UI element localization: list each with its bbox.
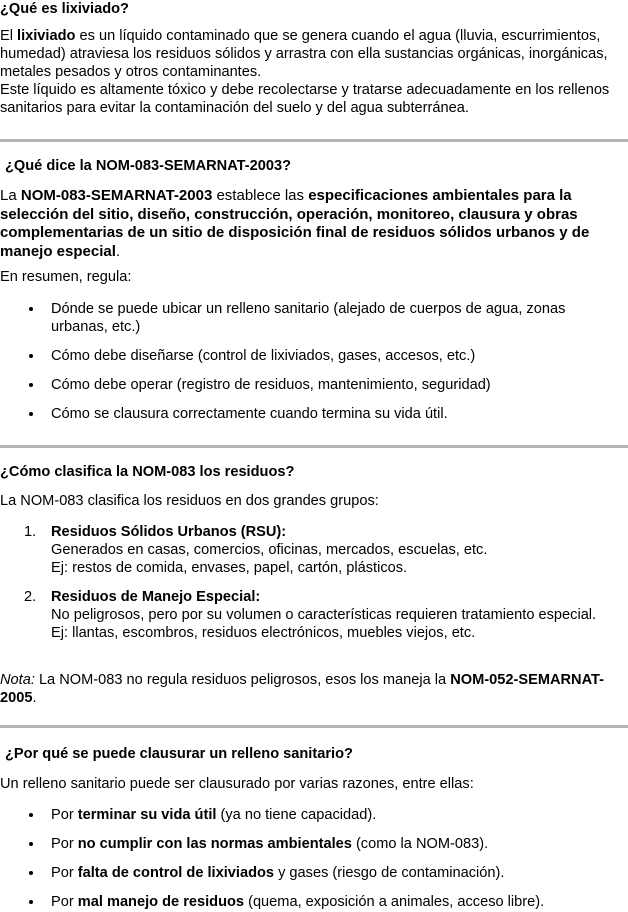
list-item: Dónde se puede ubicar un relleno sanitario (alejado de cuerpos de agua, zonas urbanas, etc.) [0, 300, 622, 336]
term-lixiviado: lixiviado [17, 28, 76, 44]
paragraph-lixiviado-definition [0, 27, 622, 81]
item-title: Residuos Sólidos Urbanos (RSU): [51, 524, 287, 540]
list-item: Cómo debe diseñarse (control de lixiviados, gases, accesos, etc.) [0, 347, 475, 365]
heading-closure: ¿Por qué se puede clausurar un relleno sanitario? [5, 746, 353, 762]
text: y gases (riesgo de contaminación). [274, 865, 505, 881]
item-title: Residuos de Manejo Especial: [51, 589, 261, 605]
item-line: Generados en casas, comercios, oficinas, mercados, escuelas, etc. [51, 542, 488, 558]
bold-specifications: especificaciones ambientales para la selección del sitio, diseño, construcción, operación, monitoreo, clausura y obras complementarias de un sitio de disposición final de residuos sólidos urbanos y de manejo especial [0, 187, 590, 260]
divider [0, 445, 628, 448]
list-item [0, 523, 487, 577]
text: Por [51, 894, 78, 910]
bold-reason: terminar su vida útil [77, 807, 217, 823]
list-item [0, 588, 596, 642]
text: El [0, 28, 18, 44]
list-item [0, 806, 376, 824]
list-number: 1. [24, 524, 37, 540]
heading-classification: ¿Cómo clasifica la NOM-083 los residuos? [0, 464, 295, 480]
list-item [0, 893, 544, 911]
item-line: Ej: restos de comida, envases, papel, cartón, plásticos. [51, 560, 408, 576]
item-line: No peligrosos, pero por su volumen o características requieren tratamiento especial. [51, 607, 597, 623]
heading-nom-083: ¿Qué dice la NOM-083-SEMARNAT-2003? [5, 158, 291, 174]
list-number: 2. [24, 589, 37, 605]
paragraph-lixiviado-toxicity: Este líquido es altamente tóxico y debe recolectarse y tratarse adecuadamente en los rellenos sanitarios para evitar la contaminación del suelo y del agua subterránea. [0, 82, 610, 116]
paragraph-classification-intro: La NOM-083 clasifica los residuos en dos grandes grupos: [0, 493, 379, 509]
bold-reason: mal manejo de residuos [77, 894, 245, 910]
text: establece las [212, 187, 309, 204]
text: Por [51, 865, 78, 881]
bold-reason: no cumplir con las normas ambientales [77, 836, 352, 852]
term-nom-052: NOM-052-SEMARNAT-2005 [0, 672, 605, 706]
paragraph-closure-intro: Un relleno sanitario puede ser clausurado por varias razones, entre ellas: [0, 776, 474, 792]
text: . [32, 690, 37, 706]
heading-lixiviado: ¿Qué es lixiviado? [0, 1, 129, 17]
list-item: Cómo debe operar (registro de residuos, mantenimiento, seguridad) [0, 376, 491, 394]
term-nom-083: NOM-083-SEMARNAT-2003 [20, 187, 213, 204]
item-line: Ej: llantas, escombros, residuos electrónicos, muebles viejos, etc. [51, 625, 476, 641]
text: Por [51, 807, 78, 823]
text: La [0, 187, 21, 204]
note-label: Nota: [0, 672, 35, 688]
text: La NOM-083 no regula residuos peligrosos, esos los maneja la [34, 672, 451, 688]
text: (ya no tiene capacidad). [216, 807, 377, 823]
text: es un líquido contaminado que se genera cuando el agua (lluvia, escurrimientos, humedad) atraviesa los residuos sólidos y arrastra con ella sustancias orgánicas, inorgánicas, metales pesados y otros contaminantes. [0, 28, 608, 80]
list-item [0, 864, 504, 882]
paragraph-nom-083 [0, 187, 622, 261]
text: . [115, 242, 121, 260]
text: (quema, exposición a animales, acceso libre). [244, 894, 545, 910]
divider [0, 139, 628, 142]
list-item: Cómo se clausura correctamente cuando termina su vida útil. [0, 405, 448, 423]
paragraph-summary: En resumen, regula: [0, 269, 132, 285]
paragraph-note [0, 671, 622, 707]
list-item [0, 835, 488, 853]
text: Por [51, 836, 78, 852]
divider [0, 725, 628, 728]
bold-reason: falta de control de lixiviados [77, 865, 275, 881]
text: (como la NOM-083). [351, 836, 489, 852]
